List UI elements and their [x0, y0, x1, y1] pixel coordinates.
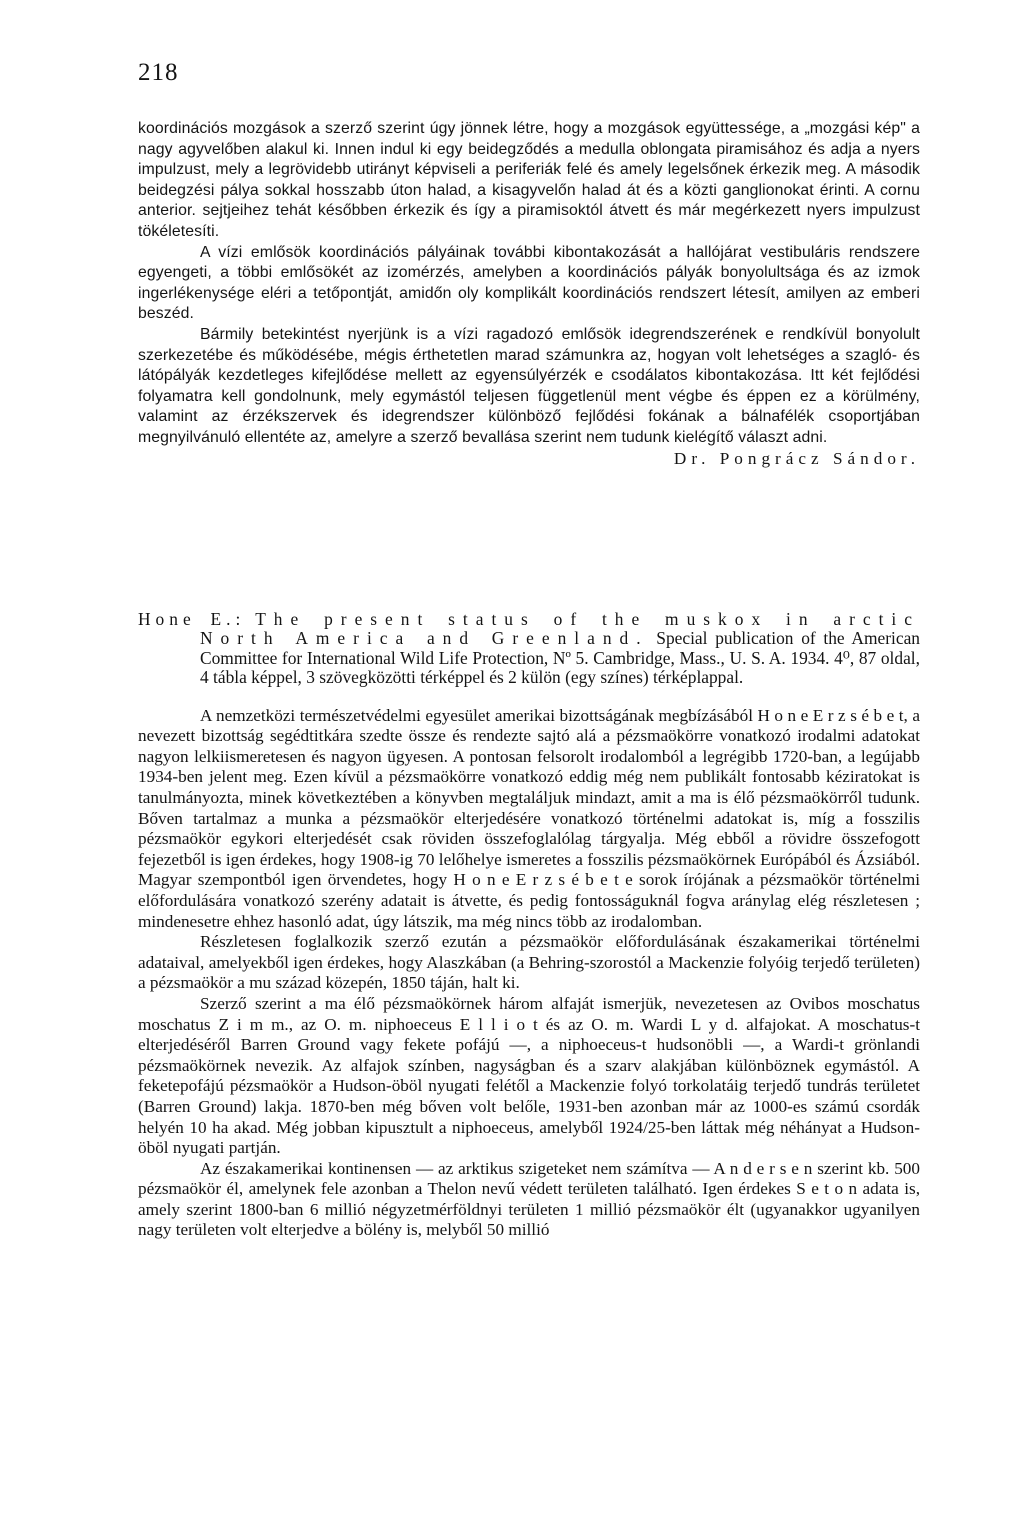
paragraph: Bármily betekintést nyerjünk is a vízi ragadozó emlősök idegrendszerének e rendkívül bonyolult szerkezetébe és működésébe, mégis érthetetlen marad számunkra az, hogyan volt lehetséges a szagló- és látópályák kezdetleges kifejlődése mellett az egyensúlyérzék e csodálatos kibontakozása. Itt két fejlődési folyamatra kell gondolnunk, mely egymástól teljesen függetlenül ment végbe és éppen ez a körülmény, valamint az érzékszervek és idegrendszer különböző fejlődési fokának a bálnafélék csoportjában megnyilvánuló ellentéte az, amelyre a szerző bevallása szerint nem tudunk kielégítő választ adni. [138, 325, 920, 446]
paragraph: koordinációs mozgások a szerző szerint úgy jönnek létre, hogy a mozgások együttessége, a „mozgási kép" a nagy agyvelőben alakul ki. Innen indul ki egy beidegződés a medulla oblongata piramisához és adja a nyers impulzust, mely a legrövidebb utirányt képviseli a periferiák felé és amely legelsőnek érkezik meg. A második beidegzési pálya sokkal hosszabb úton halad, a kisagyvelőn halad át és a közti ganglionokat érinti. A cornu anterior. sejtjeihez tehát későbben érkezik és így a piramisoktól átvett és már megérkezett nyers impulzust tökéletesíti. [138, 120, 920, 240]
reviewer-signature: Dr. Pongrácz Sándor. [673, 448, 920, 468]
muskox-review-section [138, 610, 920, 1241]
paragraph: A vízi emlősök koordinációs pályáinak további kibontakozását a hallójárat vestibuláris rendszere egyengeti, a többi emlősökét az izomérzés, amelyben a koordinációs pályák bonyolultsága és az izmok ingerlékenysége eléri a tetőpontját, amidőn oly komplikált koordinációs rendszert létesít, amilyen az emberi beszéd. [138, 243, 920, 323]
neurology-review-section [138, 119, 920, 469]
reference-details: Special publication of the American Committee for International Wild Life Protection, Nº 5. Cambridge, Mass., U. S. A. 1934. 4⁰, 87 oldal, 4 tábla képpel, 3 szövegközötti térképpel és 2 külön (egy színes) térképlappal. [200, 628, 920, 688]
paragraph: Az északamerikai kontinensen — az arktikus szigeteket nem számítva — A n d e r s e n szerint kb. 500 pézsmaökör él, amelynek fele azonban a Thelon nevű védett területen található. Igen érdekes S e t o n adata is, amely szerint 1800-ban 6 millió négyzetmérföldnyi területen 1 millió pézsmaökör élt (ugyanakkor ugyanilyen nagy területen volt elterjedve a bölény is, melyből 50 millió [138, 1158, 920, 1240]
paragraph: Szerző szerint a ma élő pézsmaökörnek három alfaját ismerjük, nevezetesen az Ovibos moschatus moschatus Z i m m., az O. m. niphoeceus E l l i o t és az O. m. Wardi L y d. alfajokat. A moschatus-t elterjedéséről Barren Ground vagy fekete pofájú —, a niphoeceus-t hudsonöbli —, a Wardi-t grönlandi pézsmaökörnek nevezik. Az alfajok színben, nagyságban és a szarv alakjában különböznek egymástól. A feketepofájú pézsmaökör a Hudson-öböl nyugati felétől a Mackenzie folyó torkolatáig terjedő tundrás területet (Barren Ground) lakja. 1870-ben még bőven volt belőle, 1931-ben azonban már az 1000-es számú csordák helyén 10 ha akad. Még jobban kipusztult a niphoeceus, amelyből 1924/25-ben láttak még néhányat a Hudson-öböl nyugati partján. [138, 993, 920, 1158]
reference-author: Hone E.: [138, 609, 246, 629]
page-number: 218 [138, 59, 179, 86]
bibliographic-reference [138, 610, 920, 688]
reference-title: The present status of the muskox in arctic North America and Greenland. [200, 609, 920, 649]
paragraph: A nemzetközi természetvédelmi egyesület amerikai bizottságának megbízásából H o n e E r z s é b e t, a nevezett bizottság segédtitkára szedte össze és rendezte sajtó alá a pézsmaökörre vonatkozó irodalmi adatokat nagyon lelkiismeretesen és nagyon ügyesen. A pontosan felsorolt irodalomból a legrégibb 1720-ban, a legújabb 1934-ben jelent meg. Ezen kívül a pézsmaökörre vonatkozó eddig még nem publikált fontosabb kéziratokat is tanulmányozta, minek következtében a könyvben megtaláljuk mindazt, amit a ma is élő pézsmaökörről tudunk. Bőven tartalmaz a munka a pézsmaökör elterjedésére vonatkozó történelmi adatokat is, míg a fosszilis pézsmaökör egykori elterjedését csak röviden összefoglalólag tárgyalja. Még ebből a rövidre összefogott fejezetből is igen érdekes, hogy 1908-ig 70 lelőhelye ismeretes a fosszilis pézsmaökörnek Európából és Ázsiából. Magyar szempontból igen örvendetes, hogy H o n e E r z s é b e t e sorok írójának a pézsmaökör történelmi előfordulására vonatkozó szerény adatait is átvette, és pedig fontosságuknál fogva aránylag elég részletesen ; mindenesetre ehhez hasonló adat, úgy látszik, ma még nincs több az irodalomban. [138, 705, 920, 931]
paragraph: Részletesen foglalkozik szerző ezután a pézsmaökör előfordulásának északamerikai történelmi adataival, amelyekből igen érdekes, hogy Alaszkában (a Behring-szorostól a Mackenzie folyóig terjedő területen) a pézsmaökör a mu század közepén, 1850 táján, halt ki. [138, 932, 920, 993]
